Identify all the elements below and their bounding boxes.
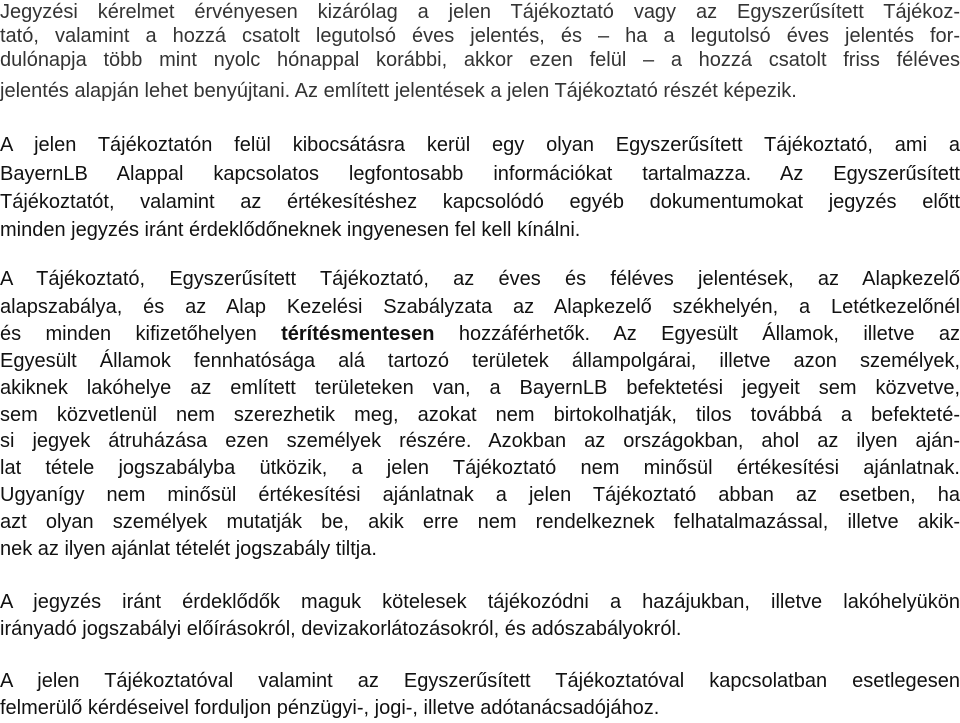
text-line: minden jegyzés iránt érdeklődőneknek ingyenesen fel kell kínálni.	[0, 219, 581, 241]
text-line: felmerülő kérdéseivel forduljon pénzügyi-, jogi-, illetve adótanácsadójához.	[0, 697, 660, 719]
text-line: A jelen Tájékoztatón felül kibocsátásra kerül egy olyan Egyszerűsített Tájékoztató, ami a	[0, 134, 960, 156]
text-segment: hozzáférhetők. Az Egyesült Államok, illetve az	[434, 323, 960, 345]
text-segment: és minden kifizetőhelyen	[0, 323, 282, 345]
text-line: akiknek lakóhelye az említett területeken van, a BayernLB befektetési jegyeit sem közvetve,	[0, 377, 960, 399]
text-line: A jegyzés iránt érdeklődők maguk kötelesek tájékozódni a hazájukban, illetve lakóhelyükön	[0, 591, 960, 613]
text-line: Egyesült Államok fennhatósága alá tartozó területek állampolgárai, illetve azon személyek,	[0, 350, 960, 372]
text-line: Tájékoztatót, valamint az értékesítéshez kapcsolódó egyéb dokumentumokat jegyzés előtt	[0, 191, 960, 213]
text-line: Ugyanígy nem minősül értékesítési ajánlatnak a jelen Tájékoztató abban az esetben, ha	[0, 484, 960, 506]
text-line	[0, 322, 960, 346]
text-line: BayernLB Alappal kapcsolatos legfontosabb információkat tartalmazza. Az Egyszerűsített	[0, 163, 960, 185]
text-line: A Tájékoztató, Egyszerűsített Tájékoztató, az éves és féléves jelentések, az Alapkezelő	[0, 268, 960, 290]
text-line: dulónapja több mint nyolc hónappal korábbi, akkor ezen felül – a hozzá csatolt friss féléves	[0, 49, 960, 71]
text-line: A jelen Tájékoztatóval valamint az Egyszerűsített Tájékoztatóval kapcsolatban esetlegesen	[0, 670, 960, 692]
text-line: sem közvetlenül nem szerezhetik meg, azokat nem birtokolhatják, tilos továbbá a befekteté-	[0, 404, 960, 426]
text-line: alapszabálya, és az Alap Kezelési Szabályzata az Alapkezelő székhelyén, a Letétkezelőnél	[0, 296, 960, 318]
text-line: irányadó jogszabályi előírásokról, devizakorlátozásokról, és adószabályokról.	[0, 618, 682, 640]
text-line: jelentés alapján lehet benyújtani. Az említett jelentések a jelen Tájékoztató részét képezik.	[0, 80, 797, 102]
text-line: nek az ilyen ajánlat tételét jogszabály tiltja.	[0, 538, 377, 560]
text-line: tató, valamint a hozzá csatolt legutolsó éves jelentés, és – ha a legutolsó éves jelentés for-	[0, 25, 960, 47]
text-line: lat tétele jogszabályba ütközik, a jelen Tájékoztató nem minősül értékesítési ajánlatnak.	[0, 457, 960, 479]
text-line: azt olyan személyek mutatják be, akik erre nem rendelkeznek felhatalmazással, illetve akik-	[0, 511, 960, 533]
text-line: si jegyek átruházása ezen személyek részére. Azokban az országokban, ahol az ilyen aján-	[0, 430, 960, 452]
emphasized-free-of-charge: térítésmentesen	[281, 323, 435, 345]
text-line: Jegyzési kérelmet érvényesen kizárólag a jelen Tájékoztató vagy az Egyszerűsített Tájékoz-	[0, 1, 960, 23]
